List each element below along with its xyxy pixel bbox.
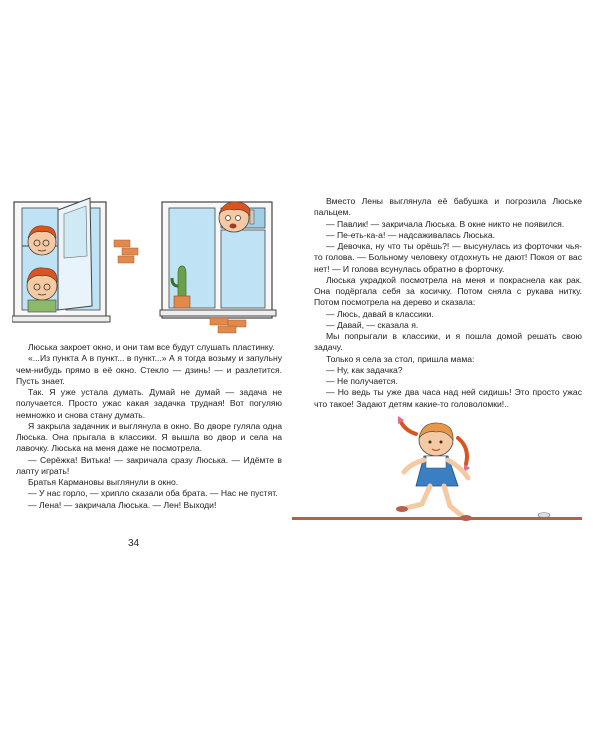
paragraph: — Люсь, давай в классики. — [326, 308, 434, 319]
paragraph: Братья Кармановы выглянули в окно. — [28, 477, 179, 487]
paragraph: — У нас горло, — хрипло сказали оба брата. — Нас не пустят. — [28, 488, 278, 499]
paragraph: — Ну, как задачка? — [326, 364, 403, 375]
paragraph: — Давай, — сказала я. — [326, 319, 419, 330]
paragraph: — Лена! — закричала Люська. — Лен! Выходи! — [28, 499, 217, 510]
paragraph: — Серёжка! Витька! — закричала сразу Люська. — Идёмте в лапту играть! — [16, 454, 282, 476]
paragraph: Вместо Лены выглянула её бабушка и погрозила Люське пальцем. — [314, 196, 582, 218]
boy-bottom-figure — [27, 268, 57, 312]
bricks-right — [210, 318, 246, 333]
paragraph: — Не получается. — [326, 376, 398, 386]
paragraph: — Пе-еть-ка-а! — надсаживалась Люська. — [326, 229, 496, 240]
left-page-text — [16, 342, 282, 511]
girl-hopping-illustration — [386, 412, 496, 524]
paragraph: Я закрыла задачник и выглянула в окно. Во дворе гуляла одна Люська. Она прыгала в классики. Я вышла во двор и села на лавочку. Люська на меня даже не посмотрела. — [16, 420, 282, 454]
bricks-left — [114, 240, 138, 263]
paragraph: — Девочка, ну что ты орёшь?! — высунулась из форточки чья-то голова. — Больному человеку отдохнуть не дают! Покоя от вас нет! — И голова всунулась обратно в форточку. — [314, 241, 582, 274]
paragraph: Мы попрыгали в классики, и я пошла домой решать свою задачу. — [314, 331, 582, 353]
windows-illustration — [12, 196, 284, 336]
right-window — [160, 202, 276, 318]
paragraph: — Павлик! — закричала Люська. В окне никто не появился. — [326, 218, 565, 229]
paragraph: Только я села за стол, пришла мама: — [326, 353, 475, 364]
floor-line — [292, 517, 582, 520]
left-window — [12, 198, 110, 322]
paragraph: Люська закроет окно, и они там все будут слушать пластинку. — [28, 342, 275, 352]
paragraph: Люська украдкой посмотрела на меня и покраснела как рак. Она подёргала себя за косичку. Потом сняла с рукава нитку. Потом посмотрела на дерево и сказала: — [314, 274, 582, 308]
right-page-text — [314, 196, 582, 410]
paragraph: Так. Я уже устала думать. Думай не думай — задача не получается. Просто ужас какая задачка трудная! Вот погуляю немножко и снова стану думать. — [16, 387, 282, 420]
paragraph: — Но ведь ты уже два часа над ней сидишь! Это просто ужас что такое! Задают детям какие-то головоломки!.. — [314, 387, 582, 409]
page-number: 34 — [128, 538, 140, 549]
paragraph: «...Из пункта А в пункт... в пункт...» А я тогда возьму и запульну чем-нибудь прямо в её окно. Стекло — дзинь! — и разлетится. Пусть знает. — [16, 353, 282, 386]
boy-top-figure — [28, 226, 56, 255]
